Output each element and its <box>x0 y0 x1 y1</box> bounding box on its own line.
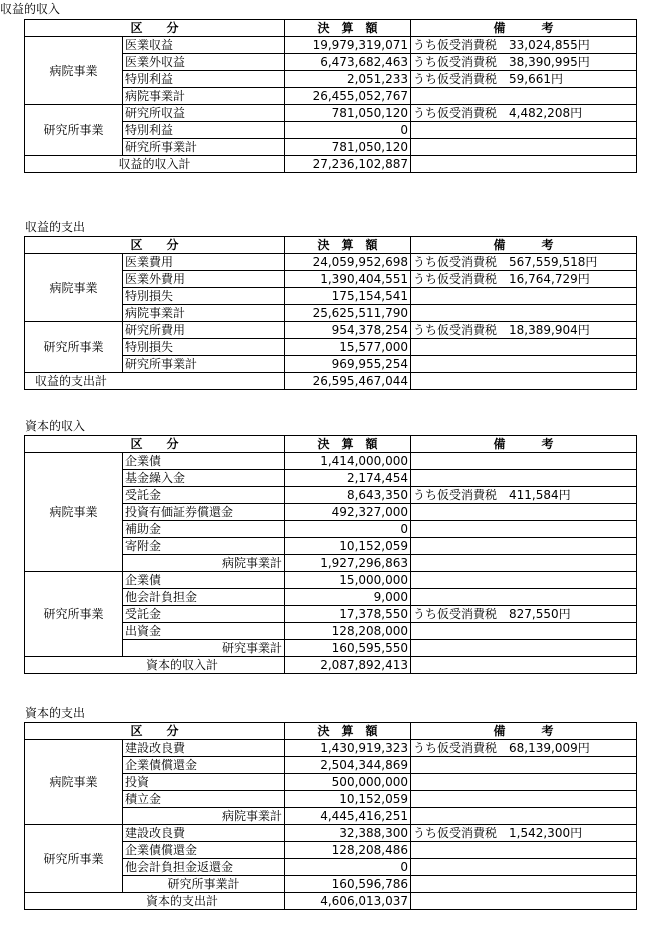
amount-cell: 25,625,511,790 <box>285 305 411 322</box>
note-cell: うち仮受消費税 18,389,904円 <box>411 322 637 339</box>
item-label: 特別損失 <box>123 288 285 305</box>
note-cell <box>411 88 637 105</box>
amount-cell: 0 <box>285 521 411 538</box>
amount-cell: 15,000,000 <box>285 572 411 589</box>
item-label: 企業債償還金 <box>123 757 285 774</box>
subtotal-label: 研究所事業計 <box>123 876 285 893</box>
amount-cell: 175,154,541 <box>285 288 411 305</box>
group-research: 研究所事業 <box>25 105 123 156</box>
amount-cell: 2,504,344,869 <box>285 757 411 774</box>
item-label: 企業債償還金 <box>123 842 285 859</box>
item-label: 病院事業計 <box>123 305 285 322</box>
table-row <box>25 453 637 470</box>
amount-cell: 24,059,952,698 <box>285 254 411 271</box>
total-label: 収益的支出計 <box>25 373 285 390</box>
total-row <box>25 893 637 910</box>
amount-cell: 19,979,319,071 <box>285 37 411 54</box>
table-row <box>25 254 637 271</box>
amount-cell: 2,174,454 <box>285 470 411 487</box>
table-header-row <box>25 20 637 37</box>
group-hospital: 病院事業 <box>25 740 123 825</box>
note-cell <box>411 305 637 322</box>
header-kubun: 区 分 <box>25 436 285 453</box>
table-row <box>25 37 637 54</box>
note-cell: うち仮受消費税 38,390,995円 <box>411 54 637 71</box>
note-cell <box>411 339 637 356</box>
note-cell <box>411 640 637 657</box>
total-label: 資本的収入計 <box>25 657 285 674</box>
note-cell: うち仮受消費税 1,542,300円 <box>411 825 637 842</box>
amount-cell: 17,378,550 <box>285 606 411 623</box>
table-row <box>25 322 637 339</box>
amount-cell: 0 <box>285 122 411 139</box>
item-label: 建設改良費 <box>123 825 285 842</box>
note-cell <box>411 757 637 774</box>
note-cell <box>411 156 637 173</box>
item-label: 特別利益 <box>123 71 285 88</box>
item-label: 基金繰入金 <box>123 470 285 487</box>
total-amount: 27,236,102,887 <box>285 156 411 173</box>
note-cell <box>411 791 637 808</box>
note-cell: うち仮受消費税 4,482,208円 <box>411 105 637 122</box>
amount-cell: 954,378,254 <box>285 322 411 339</box>
total-row <box>25 373 637 390</box>
header-kubun: 区 分 <box>25 237 285 254</box>
note-cell <box>411 139 637 156</box>
total-label: 資本的支出計 <box>25 893 285 910</box>
item-label: 投資有価証券償還金 <box>123 504 285 521</box>
note-cell <box>411 373 637 390</box>
item-label: 特別損失 <box>123 339 285 356</box>
amount-cell: 1,430,919,323 <box>285 740 411 757</box>
amount-cell: 26,455,052,767 <box>285 88 411 105</box>
item-label: 企業債 <box>123 453 285 470</box>
amount-cell: 0 <box>285 859 411 876</box>
capital-income-table <box>24 435 637 674</box>
total-label: 収益的収入計 <box>25 156 285 173</box>
note-cell: うち仮受消費税 411,584円 <box>411 487 637 504</box>
note-cell <box>411 657 637 674</box>
note-cell: うち仮受消費税 567,559,518円 <box>411 254 637 271</box>
amount-cell: 8,643,350 <box>285 487 411 504</box>
header-kessan: 決 算 額 <box>285 20 411 37</box>
item-label: 他会計負担金 <box>123 589 285 606</box>
amount-cell: 2,051,233 <box>285 71 411 88</box>
note-cell: うち仮受消費税 68,139,009円 <box>411 740 637 757</box>
note-cell <box>411 538 637 555</box>
table-row <box>25 740 637 757</box>
subtotal-amount: 1,927,296,863 <box>285 555 411 572</box>
subtotal-amount: 160,595,550 <box>285 640 411 657</box>
item-label: 医業外収益 <box>123 54 285 71</box>
section-title-capital-expense: 資本的支出 <box>25 706 86 720</box>
amount-cell: 969,955,254 <box>285 356 411 373</box>
subtotal-label: 研究事業計 <box>123 640 285 657</box>
item-label: 研究所収益 <box>123 105 285 122</box>
note-cell <box>411 623 637 640</box>
item-label: 受託金 <box>123 606 285 623</box>
amount-cell: 1,414,000,000 <box>285 453 411 470</box>
subtotal-label: 病院事業計 <box>123 555 285 572</box>
group-research: 研究所事業 <box>25 322 123 373</box>
note-cell <box>411 521 637 538</box>
note-cell <box>411 589 637 606</box>
amount-cell: 6,473,682,463 <box>285 54 411 71</box>
amount-cell: 781,050,120 <box>285 139 411 156</box>
amount-cell: 500,000,000 <box>285 774 411 791</box>
amount-cell: 32,388,300 <box>285 825 411 842</box>
item-label: 研究所事業計 <box>123 356 285 373</box>
table-header-row <box>25 237 637 254</box>
note-cell <box>411 504 637 521</box>
amount-cell: 128,208,486 <box>285 842 411 859</box>
note-cell <box>411 842 637 859</box>
item-label: 受託金 <box>123 487 285 504</box>
revenue-expense-table <box>24 236 637 390</box>
note-cell <box>411 288 637 305</box>
note-cell <box>411 859 637 876</box>
note-cell <box>411 470 637 487</box>
capital-expense-table <box>24 722 637 910</box>
amount-cell: 128,208,000 <box>285 623 411 640</box>
note-cell: うち仮受消費税 16,764,729円 <box>411 271 637 288</box>
note-cell <box>411 774 637 791</box>
note-cell <box>411 555 637 572</box>
note-cell <box>411 356 637 373</box>
note-cell <box>411 122 637 139</box>
header-kessan: 決 算 額 <box>285 436 411 453</box>
note-cell <box>411 876 637 893</box>
table-header-row <box>25 436 637 453</box>
note-cell <box>411 453 637 470</box>
note-cell <box>411 893 637 910</box>
item-label: 医業外費用 <box>123 271 285 288</box>
header-biko: 備 考 <box>411 723 637 740</box>
section-title-revenue-income: 収益的収入 <box>0 2 61 16</box>
group-hospital: 病院事業 <box>25 37 123 105</box>
revenue-income-table <box>24 19 637 173</box>
item-label: 補助金 <box>123 521 285 538</box>
header-biko: 備 考 <box>411 20 637 37</box>
subtotal-label: 病院事業計 <box>123 808 285 825</box>
header-kessan: 決 算 額 <box>285 237 411 254</box>
item-label: 病院事業計 <box>123 88 285 105</box>
total-row <box>25 657 637 674</box>
item-label: 積立金 <box>123 791 285 808</box>
table-row <box>25 105 637 122</box>
amount-cell: 15,577,000 <box>285 339 411 356</box>
header-biko: 備 考 <box>411 237 637 254</box>
item-label: 医業収益 <box>123 37 285 54</box>
header-kubun: 区 分 <box>25 20 285 37</box>
group-research: 研究所事業 <box>25 825 123 893</box>
total-amount: 2,087,892,413 <box>285 657 411 674</box>
amount-cell: 10,152,059 <box>285 538 411 555</box>
group-research: 研究所事業 <box>25 572 123 657</box>
item-label: 建設改良費 <box>123 740 285 757</box>
item-label: 研究所費用 <box>123 322 285 339</box>
item-label: 出資金 <box>123 623 285 640</box>
subtotal-amount: 4,445,416,251 <box>285 808 411 825</box>
group-hospital: 病院事業 <box>25 453 123 572</box>
total-row <box>25 156 637 173</box>
note-cell <box>411 572 637 589</box>
note-cell <box>411 808 637 825</box>
item-label: 医業費用 <box>123 254 285 271</box>
table-row <box>25 572 637 589</box>
amount-cell: 1,390,404,551 <box>285 271 411 288</box>
group-hospital: 病院事業 <box>25 254 123 322</box>
section-title-revenue-expense: 収益的支出 <box>25 220 86 234</box>
amount-cell: 9,000 <box>285 589 411 606</box>
amount-cell: 492,327,000 <box>285 504 411 521</box>
table-row <box>25 825 637 842</box>
header-kubun: 区 分 <box>25 723 285 740</box>
item-label: 企業債 <box>123 572 285 589</box>
amount-cell: 10,152,059 <box>285 791 411 808</box>
item-label: 他会計負担金返還金 <box>123 859 285 876</box>
item-label: 特別利益 <box>123 122 285 139</box>
header-biko: 備 考 <box>411 436 637 453</box>
section-title-capital-income: 資本的収入 <box>25 419 86 433</box>
total-amount: 4,606,013,037 <box>285 893 411 910</box>
item-label: 寄附金 <box>123 538 285 555</box>
amount-cell: 781,050,120 <box>285 105 411 122</box>
note-cell: うち仮受消費税 827,550円 <box>411 606 637 623</box>
table-header-row <box>25 723 637 740</box>
note-cell: うち仮受消費税 59,661円 <box>411 71 637 88</box>
total-amount: 26,595,467,044 <box>285 373 411 390</box>
item-label: 投資 <box>123 774 285 791</box>
item-label: 研究所事業計 <box>123 139 285 156</box>
header-kessan: 決 算 額 <box>285 723 411 740</box>
subtotal-amount: 160,596,786 <box>285 876 411 893</box>
note-cell: うち仮受消費税 33,024,855円 <box>411 37 637 54</box>
